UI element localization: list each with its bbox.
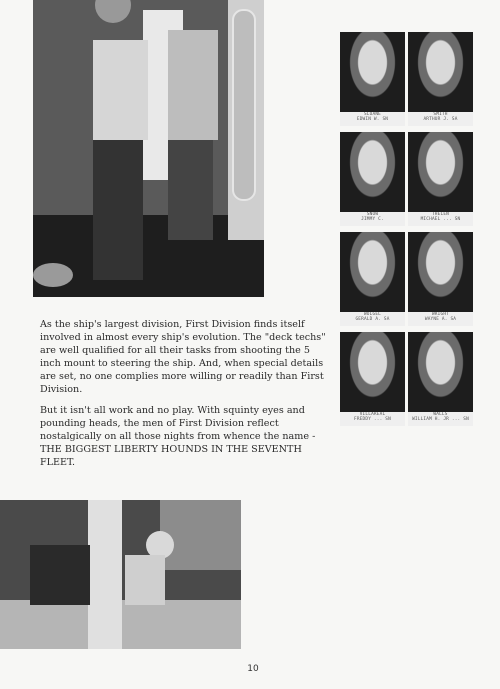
portrait-detail: MICHAEL ... SN <box>420 217 461 222</box>
portrait-caption <box>408 312 473 326</box>
portrait-name: THELEN <box>431 212 450 217</box>
portrait-photo <box>340 132 405 212</box>
portrait-caption <box>408 112 473 126</box>
deck-crew-illustration <box>33 0 264 297</box>
portrait-snow <box>340 132 405 226</box>
portrait-smith <box>408 32 473 126</box>
portrait-detail: GERALD A. SA <box>355 317 390 322</box>
sailor-working-illustration <box>0 500 241 649</box>
portrait-photo <box>340 232 405 312</box>
portrait-thelen <box>408 132 473 226</box>
portrait-detail: EDWIN W. SN <box>356 117 389 122</box>
portrait-photo <box>340 332 405 412</box>
portrait-villareal <box>340 332 405 426</box>
portrait-photo <box>408 332 473 412</box>
portrait-caption <box>408 212 473 226</box>
portrait-detail: WAYNE A. SA <box>424 317 457 322</box>
top-photo-deck-crew <box>33 0 264 297</box>
portrait-caption <box>340 412 405 426</box>
paragraph-first-division: As the ship's largest division, First Division finds itself involved in almost every ship's evolution. The "deck techs" are well qualified for all their tasks from shooting the 5 inch mount to steering the ship. And, when special details are set, no one complies more willing or readily than First Division. <box>40 319 326 395</box>
portrait-photo <box>340 32 405 112</box>
portrait-detail: FREDDY ... SN <box>354 417 391 422</box>
portrait-wright <box>408 232 473 326</box>
bottom-photo-sailor-working <box>0 500 241 649</box>
portrait-photo <box>408 132 473 212</box>
portrait-name: VILLAREAL <box>359 412 386 417</box>
body-text <box>40 318 332 477</box>
portrait-name: WOLGEL <box>363 312 382 317</box>
portrait-detail: JIMMY C. <box>361 217 384 222</box>
page-number: 10 <box>247 664 259 674</box>
portrait-caption <box>340 212 405 226</box>
portrait-caption <box>340 112 405 126</box>
portrait-wolgel <box>340 232 405 326</box>
portrait-name: SLOANE <box>363 112 382 117</box>
portrait-detail: ARTHUR J. SA <box>423 117 458 122</box>
portrait-name: WRIGHT <box>431 312 450 317</box>
portrait-photo <box>408 32 473 112</box>
portrait-name: WALLS <box>433 412 448 417</box>
portrait-walls <box>408 332 473 426</box>
portrait-detail: WILLIAM H. JR ... SN <box>412 417 469 422</box>
portrait-name: SNOW <box>366 212 379 217</box>
portrait-caption <box>340 312 405 326</box>
portrait-name: SMITH <box>433 112 448 117</box>
portrait-photo <box>408 232 473 312</box>
portrait-sloane <box>340 32 405 126</box>
portrait-caption <box>408 412 473 426</box>
paragraph-liberty-hounds: But it isn't all work and no play. With squinty eyes and pounding heads, the men of First Division reflect nostalgically on all those nights from whence the name - THE BIGGEST LIBERTY HOUNDS IN THE SEVENTH FLEET. <box>40 405 316 468</box>
